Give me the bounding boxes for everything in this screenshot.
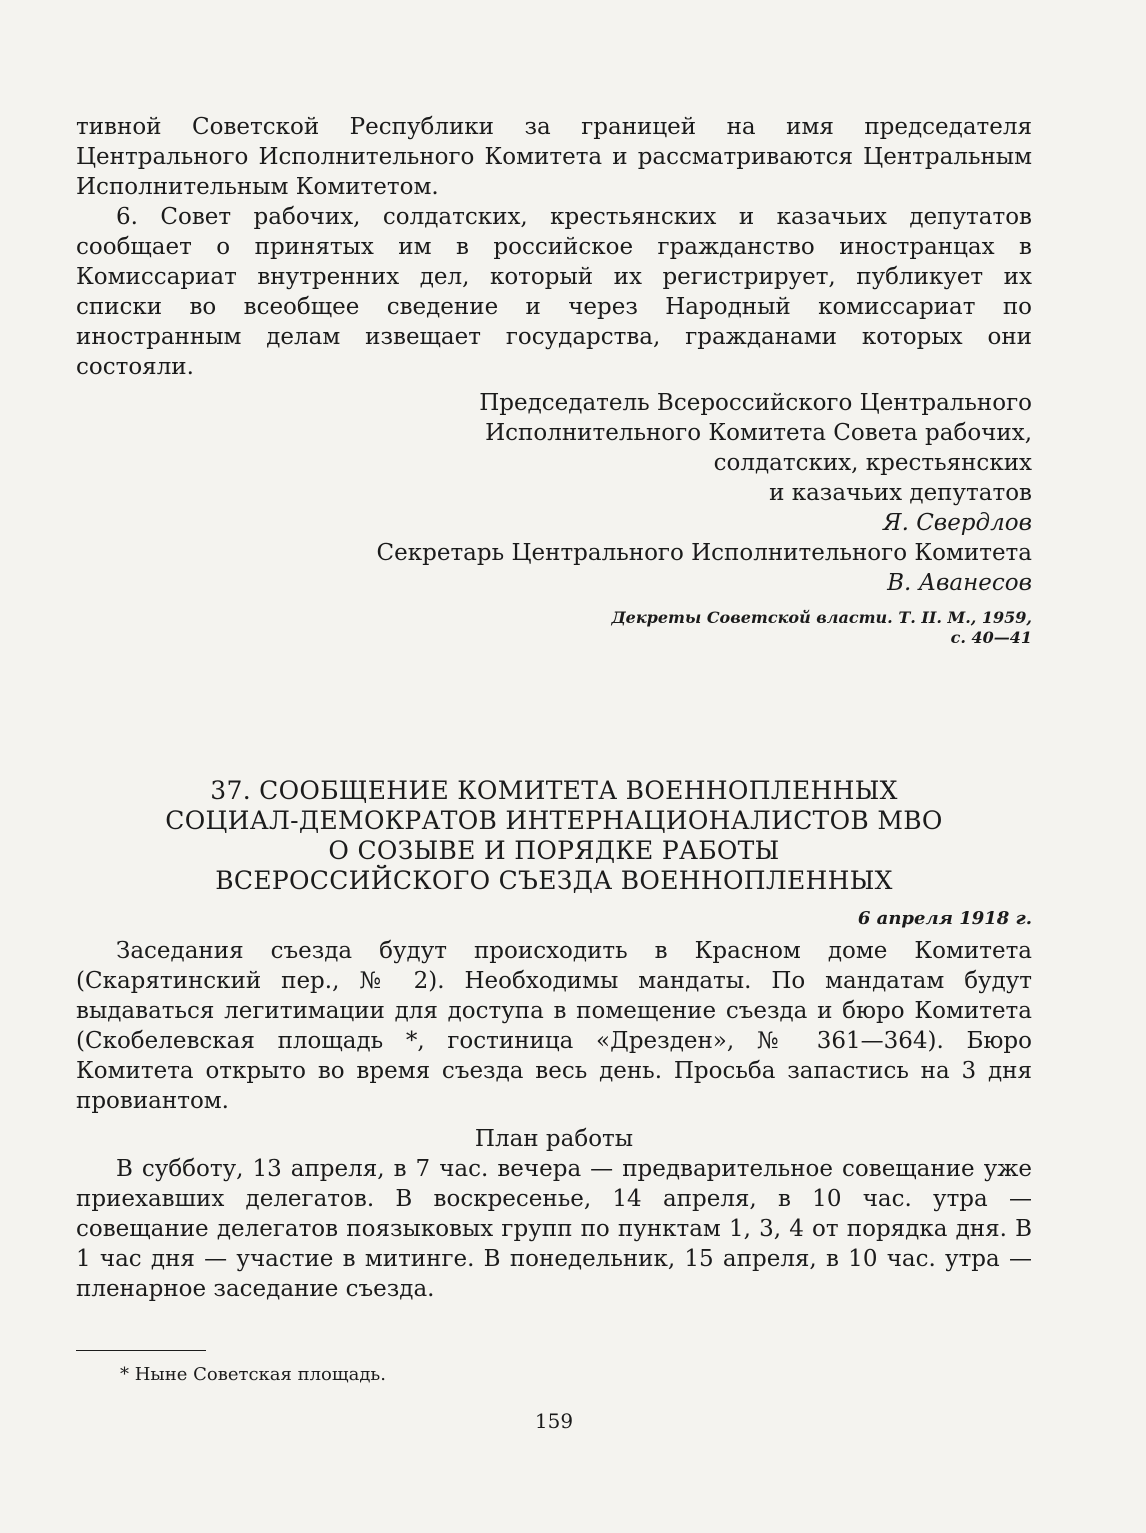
title-line-2: СОЦИАЛ-ДЕМОКРАТОВ ИНТЕРНАЦИОНАЛИСТОВ МВО	[165, 806, 943, 835]
secretary-name: В. Аванесов	[887, 570, 1032, 596]
title-line-4: ВСЕРОССИЙСКОГО СЪЕЗДА ВОЕННОПЛЕННЫХ	[215, 866, 893, 895]
paragraph-6: 6. Совет рабочих, солдатских, крестьянских и казачьих депутатов сообщает о принятых им в российское гражданство иностранцах в Комиссариат внутренних дел, который их регистрирует, публикует их списки во всеобщее сведение и через Народный комиссариат по иностранным делам извещает государства, гражданами которых они состояли.	[76, 204, 1032, 380]
source-line-1: Декреты Советской власти. Т. II. М., 1959,	[611, 608, 1032, 627]
chair-title-line-4: и казачьих депутатов	[769, 480, 1032, 506]
title-line-1: 37. СООБЩЕНИЕ КОМИТЕТА ВОЕННОПЛЕННЫХ	[210, 776, 898, 805]
chair-name: Я. Свердлов	[883, 510, 1032, 536]
document-date: 6 апреля 1918 г.	[857, 908, 1032, 929]
paragraph-continuation: тивной Советской Республики за границей на имя председателя Центрального Исполнительного Комитета и рассматриваются Центральным Исполнительным Комитетом.	[76, 114, 1032, 200]
title-line-3: О СОЗЫВЕ И ПОРЯДКЕ РАБОТЫ	[328, 836, 780, 865]
chair-title-line-3: солдатских, крестьянских	[713, 450, 1032, 476]
footnote: * Ныне Советская площадь.	[120, 1364, 386, 1385]
chair-title-line-1: Председатель Всероссийского Центрального	[479, 390, 1032, 416]
source-citation	[76, 608, 1032, 648]
footnote-divider	[76, 1350, 206, 1351]
plan-heading: План работы	[474, 1126, 634, 1152]
secretary-title: Секретарь Центрального Исполнительного Комитета	[376, 540, 1032, 566]
page-content	[76, 112, 1032, 1433]
chair-title-line-2: Исполнительного Комитета Совета рабочих,	[485, 420, 1032, 446]
paragraph-session: Заседания съезда будут происходить в Красном доме Комитета (Скарятинский пер., № 2). Необходимы мандаты. По мандатам будут выдаваться легитимации для доступа в помещение съезда и бюро Комитета (Скобелевская площадь *, гостиница «Дрезден», № 361—364). Бюро Комитета открыто во время съезда весь день. Просьба запастись на 3 дня провиантом.	[76, 938, 1032, 1114]
document-title	[76, 776, 1032, 896]
paragraph-plan: В субботу, 13 апреля, в 7 час. вечера — предварительное совещание уже приехавших делегатов. В воскресенье, 14 апреля, в 10 час. утра — совещание делегатов поязыковых групп по пунктам 1, 3, 4 от порядка дня. В 1 час дня — участие в митинге. В понедельник, 15 апреля, в 10 час. утра — пленарное заседание съезда.	[76, 1156, 1032, 1302]
source-line-2: с. 40—41	[950, 628, 1032, 647]
page-number: 159	[534, 1409, 574, 1433]
signature-block	[76, 388, 1032, 598]
